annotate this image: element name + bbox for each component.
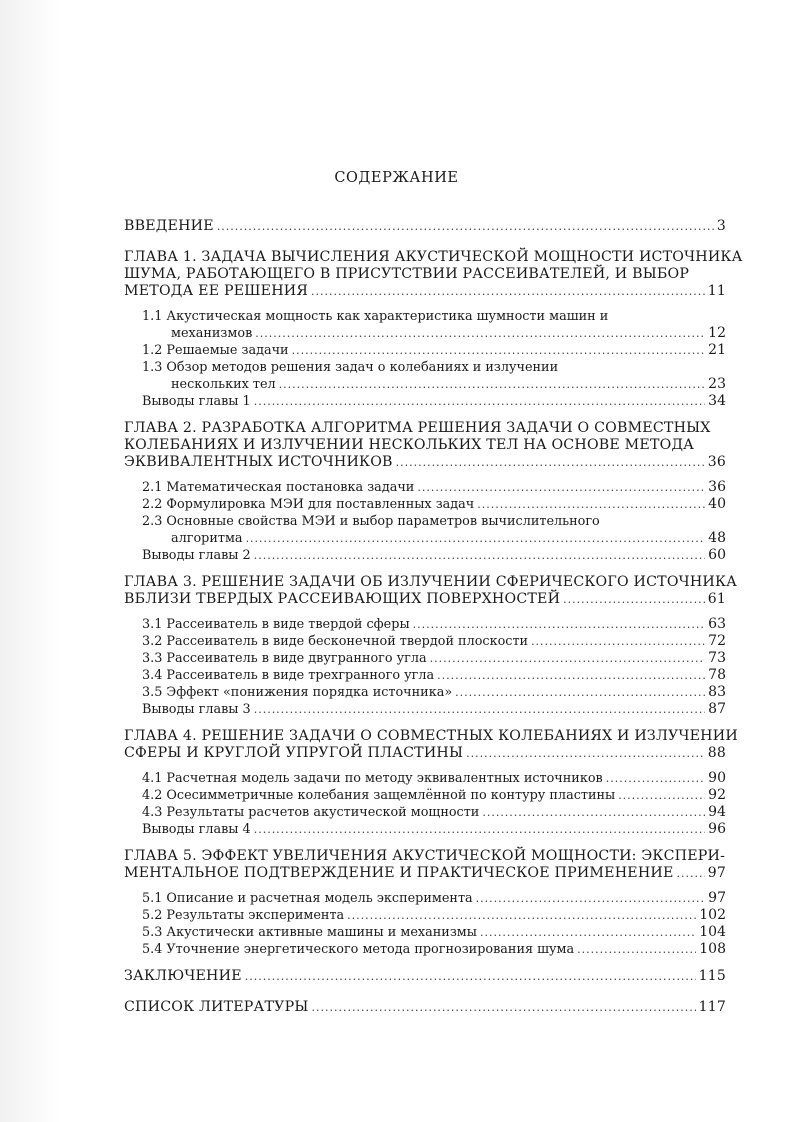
toc-section-last-line [142,616,726,633]
toc-chapter-1-line: ГЛАВА 1. ЗАДАЧА ВЫЧИСЛЕНИЯ АКУСТИЧЕСКОЙ МОЩНОСТИ ИСТОЧНИКА [124,249,743,265]
toc-section-last-line [142,924,726,941]
dot-leader [311,283,705,300]
dot-leader [480,924,696,941]
toc-section-text: 5.3 Акустически активные машины и механизмы [142,925,477,940]
toc-section-page: 40 [708,496,726,512]
dot-leader [413,616,706,633]
chapters-list [124,249,743,958]
toc-section-page: 12 [708,325,726,341]
toc-section-text: Выводы главы 1 [142,394,251,409]
toc-chapter-5-page: 97 [707,865,726,881]
toc-chapter-1[interactable] [124,249,743,300]
toc-section-last-line [142,496,726,513]
toc-section-last-line [142,770,726,787]
toc-section-last-line [142,787,726,804]
dot-leader [254,393,705,410]
toc-section-text: нескольких тел [171,377,276,392]
toc-section-page: 83 [708,684,726,700]
toc-section[interactable] [124,633,726,650]
dot-leader [292,342,706,359]
dot-leader [482,804,705,821]
toc-section-page: 102 [699,907,726,923]
chapter-block [124,728,738,848]
dot-leader [255,325,705,342]
dot-leader [246,530,706,547]
toc-chapter-1-text: МЕТОДА ЕЕ РЕШЕНИЯ [124,283,309,299]
toc-section-page: 108 [699,941,726,957]
toc-intro[interactable] [124,218,726,235]
toc-section[interactable] [124,616,726,633]
toc-section-last-line [142,547,726,564]
toc-section-text: 5.2 Результаты эксперимента [142,908,345,923]
toc-section-text: 1.2 Решаемые задачи [142,343,289,358]
toc-section-last-line [142,650,726,667]
spacer [124,838,726,848]
toc-section-line: 2.3 Основные свойства МЭИ и выбор параметров вычислительного [142,514,600,529]
dot-leader [254,821,705,838]
toc-chapter-3[interactable] [124,574,738,608]
toc-section-text: 5.1 Описание и расчетная модель эксперимента [142,891,473,906]
spacer [124,882,726,890]
toc-section[interactable] [124,907,726,924]
toc-section-page: 34 [708,393,726,409]
toc-section-page: 90 [708,770,726,786]
toc-section-last-line [142,393,726,410]
spacer [124,300,726,308]
toc-chapter-4-text: СФЕРЫ И КРУГЛОЙ УПРУГОЙ ПЛАСТИНЫ [124,745,464,761]
toc-section-last-line [142,821,726,838]
dot-leader [466,745,705,762]
toc-section[interactable] [124,513,726,547]
chapter-block [124,848,726,958]
toc-chapter-2-page: 36 [707,454,726,470]
spacer [124,471,726,479]
toc-section[interactable] [124,890,726,907]
scan-shadow [0,0,60,1122]
dot-leader [254,701,705,718]
toc-section[interactable] [124,684,726,701]
toc-chapter-5-text: МЕНТАЛЬНОЕ ПОДТВЕРЖДЕНИЕ И ПРАКТИЧЕСКОЕ ПРИМЕНЕНИЕ [124,865,674,881]
toc-section-last-line [142,701,726,718]
toc-section-last-line [142,941,726,958]
toc-section-text: 2.1 Математическая постановка задачи [142,480,415,495]
dot-leader [417,479,705,496]
toc-section[interactable] [124,804,726,821]
chapter-block [124,574,738,728]
toc-chapter-4[interactable] [124,728,738,762]
toc-references-page: 117 [698,999,726,1015]
toc-section-text: 4.3 Результаты расчетов акустической мощности [142,805,480,820]
toc-section[interactable] [124,342,726,359]
toc-chapter-1-line: ШУМА, РАБОТАЮЩЕГО В ПРИСУТСТВИИ РАССЕИВАТЕЛЕЙ, И ВЫБОР [124,266,690,282]
toc-section-page: 96 [708,821,726,837]
toc-section-page: 63 [708,616,726,632]
toc-section-last-line [142,633,726,650]
toc-section-page: 104 [699,924,726,940]
toc-chapter-5-last-line [124,865,726,882]
toc-section-last-line [142,479,726,496]
toc-section-page: 72 [708,633,726,649]
toc-chapter-3-last-line [124,591,726,608]
spacer [124,762,726,770]
toc-section-page: 48 [708,530,726,546]
toc-chapter-2-line: ГЛАВА 2. РАЗРАБОТКА АЛГОРИТМА РЕШЕНИЯ ЗАДАЧИ О СОВМЕСТНЫХ [124,420,711,436]
toc-references[interactable] [124,999,726,1016]
spacer [124,718,726,728]
toc-conclusion-page: 115 [698,968,726,984]
toc-section-line: 1.3 Обзор методов решения задач о колебаниях и излучении [142,360,559,375]
dot-leader [677,865,705,882]
toc-section-last-line [142,890,726,907]
toc-section-last-line [142,804,726,821]
toc-section-last-line [142,342,726,359]
toc-section-page: 97 [708,890,726,906]
chapter-block [124,420,726,574]
toc-section[interactable] [124,667,726,684]
dot-leader [217,218,714,235]
toc-section-text: 3.3 Рассеиватель в виде двугранного угла [142,651,427,666]
spacer [124,410,726,420]
toc-chapter-3-page: 61 [707,591,726,607]
toc-section-page: 21 [708,342,726,358]
toc-section-page: 92 [708,787,726,803]
toc-section[interactable] [124,941,726,958]
toc-chapter-5[interactable] [124,848,726,882]
toc-section-text: алгоритма [171,531,243,546]
dot-leader [245,968,696,985]
toc-references-label: СПИСОК ЛИТЕРАТУРЫ [124,999,309,1015]
dot-leader [396,454,705,471]
toc-section-last-line [142,667,726,684]
dot-leader [437,667,705,684]
toc-section-last-line [142,530,726,547]
dot-leader [254,547,705,564]
dot-leader [577,941,696,958]
toc-chapter-5-line: ГЛАВА 5. ЭФФЕКТ УВЕЛИЧЕНИЯ АКУСТИЧЕСКОЙ МОЩНОСТИ: ЭКСПЕРИ- [124,848,726,864]
dot-leader [531,633,705,650]
toc-section-page: 60 [708,547,726,563]
toc-section-text: 2.2 Формулировка МЭИ для поставленных задач [142,497,475,512]
toc-section-text: 3.4 Рассеиватель в виде трехгранного угла [142,668,435,683]
page-title: СОДЕРЖАНИЕ [334,170,459,186]
toc-intro-page: 3 [716,218,726,234]
dot-leader [455,684,705,701]
toc-section-text: 4.2 Осесимметричные колебания защемлённой по контуру пластины [142,788,616,803]
table-of-contents [124,218,743,1016]
toc-section[interactable] [124,821,726,838]
toc-section[interactable] [124,479,726,496]
toc-section-text: 3.2 Рассеиватель в виде бесконечной твердой плоскости [142,634,529,649]
toc-section-text: Выводы главы 2 [142,548,251,563]
toc-section[interactable] [124,701,726,718]
toc-chapter-2[interactable] [124,420,726,471]
toc-section-text: 3.5 Эффект «понижения порядка источника» [142,685,453,700]
toc-section-text: 4.1 Расчетная модель задачи по методу эквивалентных источников [142,771,603,786]
toc-section-last-line [142,907,726,924]
toc-section-page: 87 [708,701,726,717]
toc-section[interactable] [124,393,726,410]
toc-section-page: 36 [708,479,726,495]
toc-section[interactable] [124,650,726,667]
toc-chapter-3-line: ГЛАВА 3. РЕШЕНИЕ ЗАДАЧИ ОБ ИЗЛУЧЕНИИ СФЕРИЧЕСКОГО ИСТОЧНИКА [124,574,738,590]
toc-section[interactable] [124,359,726,393]
toc-chapter-4-last-line [124,745,726,762]
spacer [124,608,726,616]
toc-section[interactable] [124,308,726,342]
toc-chapter-2-last-line [124,454,726,471]
toc-section[interactable] [124,496,726,513]
dot-leader [279,376,706,393]
dot-leader [618,787,705,804]
toc-section-text: механизмов [171,326,253,341]
toc-intro-label: ВВЕДЕНИЕ [124,218,214,234]
toc-chapter-2-line: КОЛЕБАНИЯХ И ИЗЛУЧЕНИИ НЕСКОЛЬКИХ ТЕЛ НА ОСНОВЕ МЕТОДА [124,437,695,453]
toc-section-text: Выводы главы 3 [142,702,251,717]
toc-conclusion[interactable] [124,968,726,985]
toc-section[interactable] [124,770,726,787]
toc-section-page: 78 [708,667,726,683]
toc-section-page: 23 [708,376,726,392]
dot-leader [606,770,705,787]
toc-section[interactable] [124,547,726,564]
toc-section[interactable] [124,787,726,804]
dot-leader [476,890,706,907]
toc-section-last-line [142,376,726,393]
dot-leader [347,907,696,924]
chapter-block [124,249,743,420]
toc-section[interactable] [124,924,726,941]
toc-section-text: 3.1 Рассеиватель в виде твердой сферы [142,617,410,632]
toc-chapter-2-text: ЭКВИВАЛЕНТНЫХ ИСТОЧНИКОВ [124,454,393,470]
dot-leader [312,999,696,1016]
toc-chapter-3-text: ВБЛИЗИ ТВЕРДЫХ РАССЕИВАЮЩИХ ПОВЕРХНОСТЕЙ [124,591,561,607]
toc-chapter-4-line: ГЛАВА 4. РЕШЕНИЕ ЗАДАЧИ О СОВМЕСТНЫХ КОЛЕБАНИЯХ И ИЗЛУЧЕНИИ [124,728,738,744]
toc-section-page: 94 [708,804,726,820]
toc-section-line: 1.1 Акустическая мощность как характеристика шумности машин и [142,309,609,324]
dot-leader [563,591,705,608]
toc-section-page: 73 [708,650,726,666]
toc-section-last-line [142,684,726,701]
toc-chapter-1-last-line [124,283,726,300]
dot-leader [430,650,706,667]
toc-section-last-line [142,325,726,342]
spacer [124,564,726,574]
toc-conclusion-label: ЗАКЛЮЧЕНИЕ [124,968,242,984]
toc-section-text: Выводы главы 4 [142,822,251,837]
toc-chapter-4-page: 88 [707,745,726,761]
toc-chapter-1-page: 11 [707,283,726,299]
toc-section-text: 5.4 Уточнение энергетического метода прогнозирования шума [142,942,575,957]
dot-leader [477,496,705,513]
